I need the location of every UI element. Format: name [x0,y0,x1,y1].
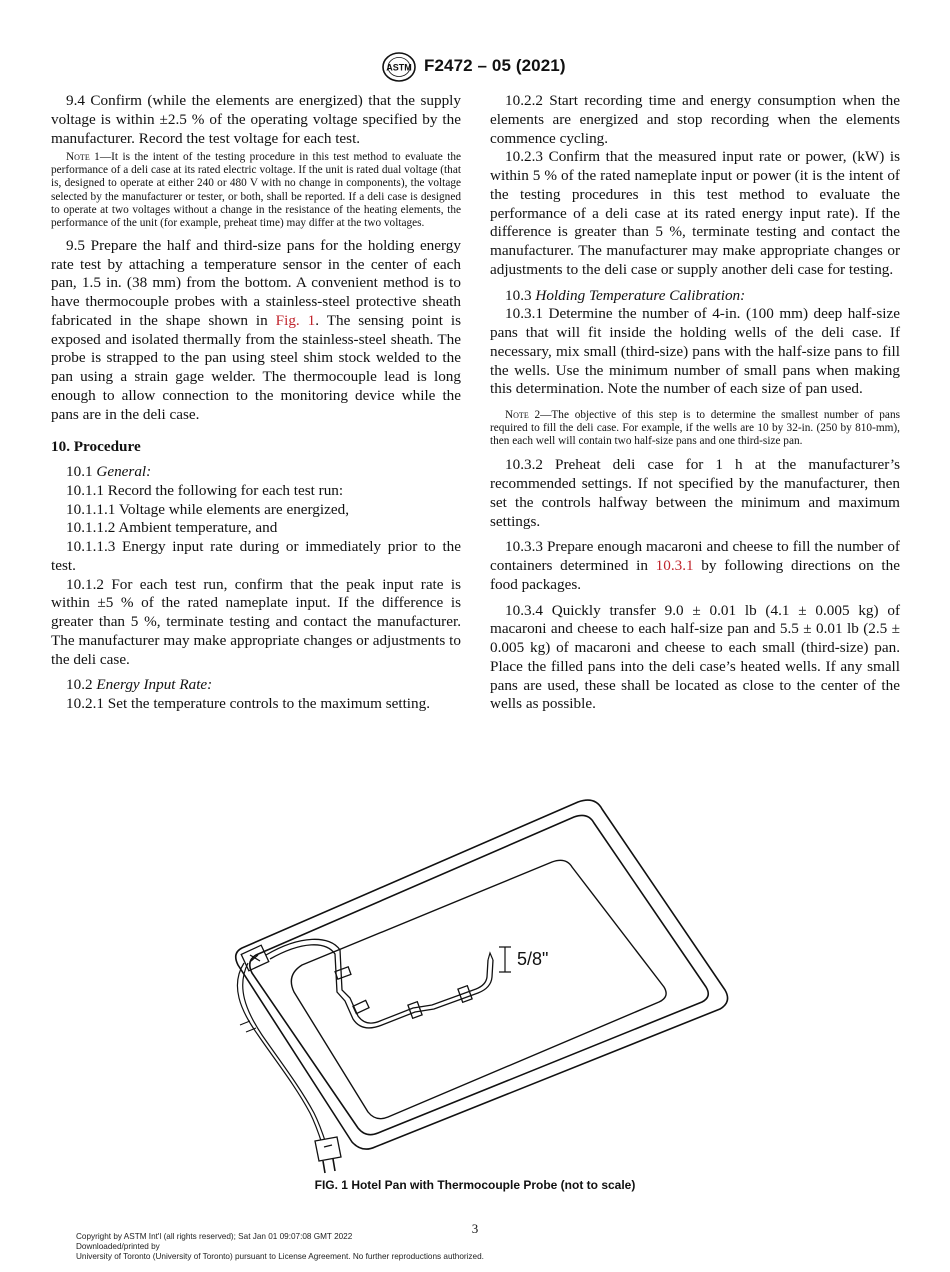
note-2-label: Note [505,409,529,421]
para-10-1-1: 10.1.1 Record the following for each test run: [66,481,344,499]
footer-line-2: Downloaded/printed by [76,1242,160,1252]
note-1-label: Note [66,151,90,164]
copyright-footer [76,1232,484,1263]
fig-1-link[interactable]: Fig. 1 [275,311,316,329]
para-10-2 [51,676,461,695]
pan-bottom [291,860,666,1118]
para-10-3-num: 10.3 [505,286,536,304]
strap [408,1002,422,1019]
section-10-heading: 10. Procedure [51,438,141,456]
para-10-1-1-3: 10.1.1.3 Energy input rate during or immediately prior to the test. [51,538,461,574]
para-10-2-1: 10.2.1 Set the temperature controls to the maximum setting. [66,695,431,713]
figure-1 [220,795,730,1175]
footer-line-3: University of Toronto (University of Toronto) pursuant to License Agreement. No further reproductions authorized. [76,1252,484,1262]
para-10-3-3-text-b: by following directions on the food packages. [490,557,900,593]
para-10-3 [490,287,900,306]
para-10-3-4: 10.3.4 Quickly transfer 9.0 ± 0.01 lb (4.1 ± 0.005 kg) of macaroni and cheese to each half-size pan and 5.5 ± 0.01 lb (2.5 ± 0.005 kg) of macaroni and cheese to each small (third-size) pan. Place the filled pans into the deli case’s heated wells. If any small pans are used, these shall be located as close to the center of the wells as possible. [490,601,900,713]
page-number: 3 [471,1221,479,1236]
para-9-4: 9.4 Confirm (while the elements are energized) that the supply voltage is within ±2.5 % of the operating voltage specified by the manufacturer. Record the test voltage for each test. [51,92,461,147]
figure-caption: FIG. 1 Hotel Pan with Thermocouple Probe (not to scale) [314,1178,636,1192]
para-10-1-title: General: [96,463,152,481]
dimension-label: 5/8" [517,949,549,969]
para-10-3-1: 10.3.1 Determine the number of 4-in. (100 mm) deep half-size pans that will fit inside the holding wells of the deli case. If necessary, mix small (third-size) pans with the half-size pans to fill the wells. Use the minimum number of small pans when making this determination. Note the number of each size of pan used. [490,305,900,398]
para-10-3-title: Holding Temperature Calibration: [535,286,746,304]
para-9-5 [51,237,461,425]
para-10-2-title: Energy Input Rate: [96,676,213,694]
note-2 [490,409,900,448]
para-10-1-2: 10.1.2 For each test run, confirm that the peak input rate is within ±5 % of the rated nameplate input. If the difference is greater than 5 %, terminate testing and contact the manufacturer. The manufacturer may make appropriate changes or adjustments to the deli case. [51,575,461,668]
right-column [490,92,900,714]
left-column [51,92,461,714]
logo-text: ASTM [386,62,412,73]
para-10-2-num: 10.2 [66,676,97,694]
para-10-3-2: 10.3.2 Preheat deli case for 1 h at the manufacturer’s recommended settings. If not specified by the manufacturer, then set the controls halfway between the minimum and maximum settings. [490,456,900,530]
probe-sheath [266,939,488,1023]
dimension-bracket [499,947,511,972]
note-1-text: 1—It is the intent of the testing procedure in this test method to evaluate the performance of a deli case at its rated electric voltage. If the unit is rated dual voltage (that is, designed to operate at either 240 or 480 V with no change in components), the voltage selected by the manufacturer or tester, or both, shall be reported. If a deli case is designed to operate at two voltages without a change in the resistance of the heating elements, the performance of the unit (for example, preheat time) may differ at the two voltages. [51,151,461,229]
para-10-2-3: 10.2.3 Confirm that the measured input rate or power, (kW) is within 5 % of the rated nameplate input or power (it is the intent of the testing procedures in this test method to evaluate the performance of a deli case at its rated energy input rate). If the difference is greater than 5 %, terminate testing and contact the manufacturer. The manufacturer may make appropriate changes or adjustments to the deli case or supply another deli case for testing. [490,148,900,278]
strap [335,967,351,979]
strap [353,1000,369,1013]
note-2-text: 2—The objective of this step is to determine the smallest number of pans required to fill the deli case. For example, if the wells are 10 by 32-in. (250 by 810-mm), then each well will contain two half-size pans and one third-size pan. [490,409,900,448]
para-10-1 [51,463,461,482]
footer-line-1: Copyright by ASTM Int'l (all rights reserved); Sat Jan 01 09:07:08 GMT 2022 [76,1232,353,1241]
para-10-3-3-text-a: 10.3.3 Prepare enough macaroni and cheese to fill the number of containers determined in [490,538,900,575]
para-10-3-3 [490,538,900,594]
lead-wire [237,963,324,1150]
page-header [0,50,950,86]
astm-logo-icon [381,51,417,83]
para-10-1-1-1: 10.1.1.1 Voltage while elements are energized, [66,500,349,518]
para-10-2-2: 10.2.2 Start recording time and energy consumption when the elements are energized and stop recording when the elements commence cycling. [490,92,900,147]
hotel-pan-illustration [220,795,730,1175]
ref-10-3-1-link[interactable]: 10.3.1 [655,557,694,575]
para-9-5-text-b: . The sensing point is exposed and isolated thermally from the stainless-steel sheath. The probe is strapped to the pan using steel shim stock welded to the pan using a strain gage welder. The thermocouple lead is long enough to allow connection to the monitoring device while the pans are in the deli case. [51,311,461,423]
para-9-5-text-a: 9.5 Prepare the half and third-size pans for the holding energy rate test by attaching a temperature sensor in the center of each pan, 1.5 in. (38 mm) from the bottom. A convenient method is to have thermocouple probes with a stainless-steel protective sheath fabricated in the shape shown in [51,236,461,329]
para-10-1-num: 10.1 [66,463,97,481]
para-10-1-1-2: 10.1.1.2 Ambient temperature, and [66,519,278,537]
thermocouple-plug [315,1137,341,1161]
document-title: F2472 – 05 (2021) [424,56,566,75]
note-1 [51,151,461,230]
